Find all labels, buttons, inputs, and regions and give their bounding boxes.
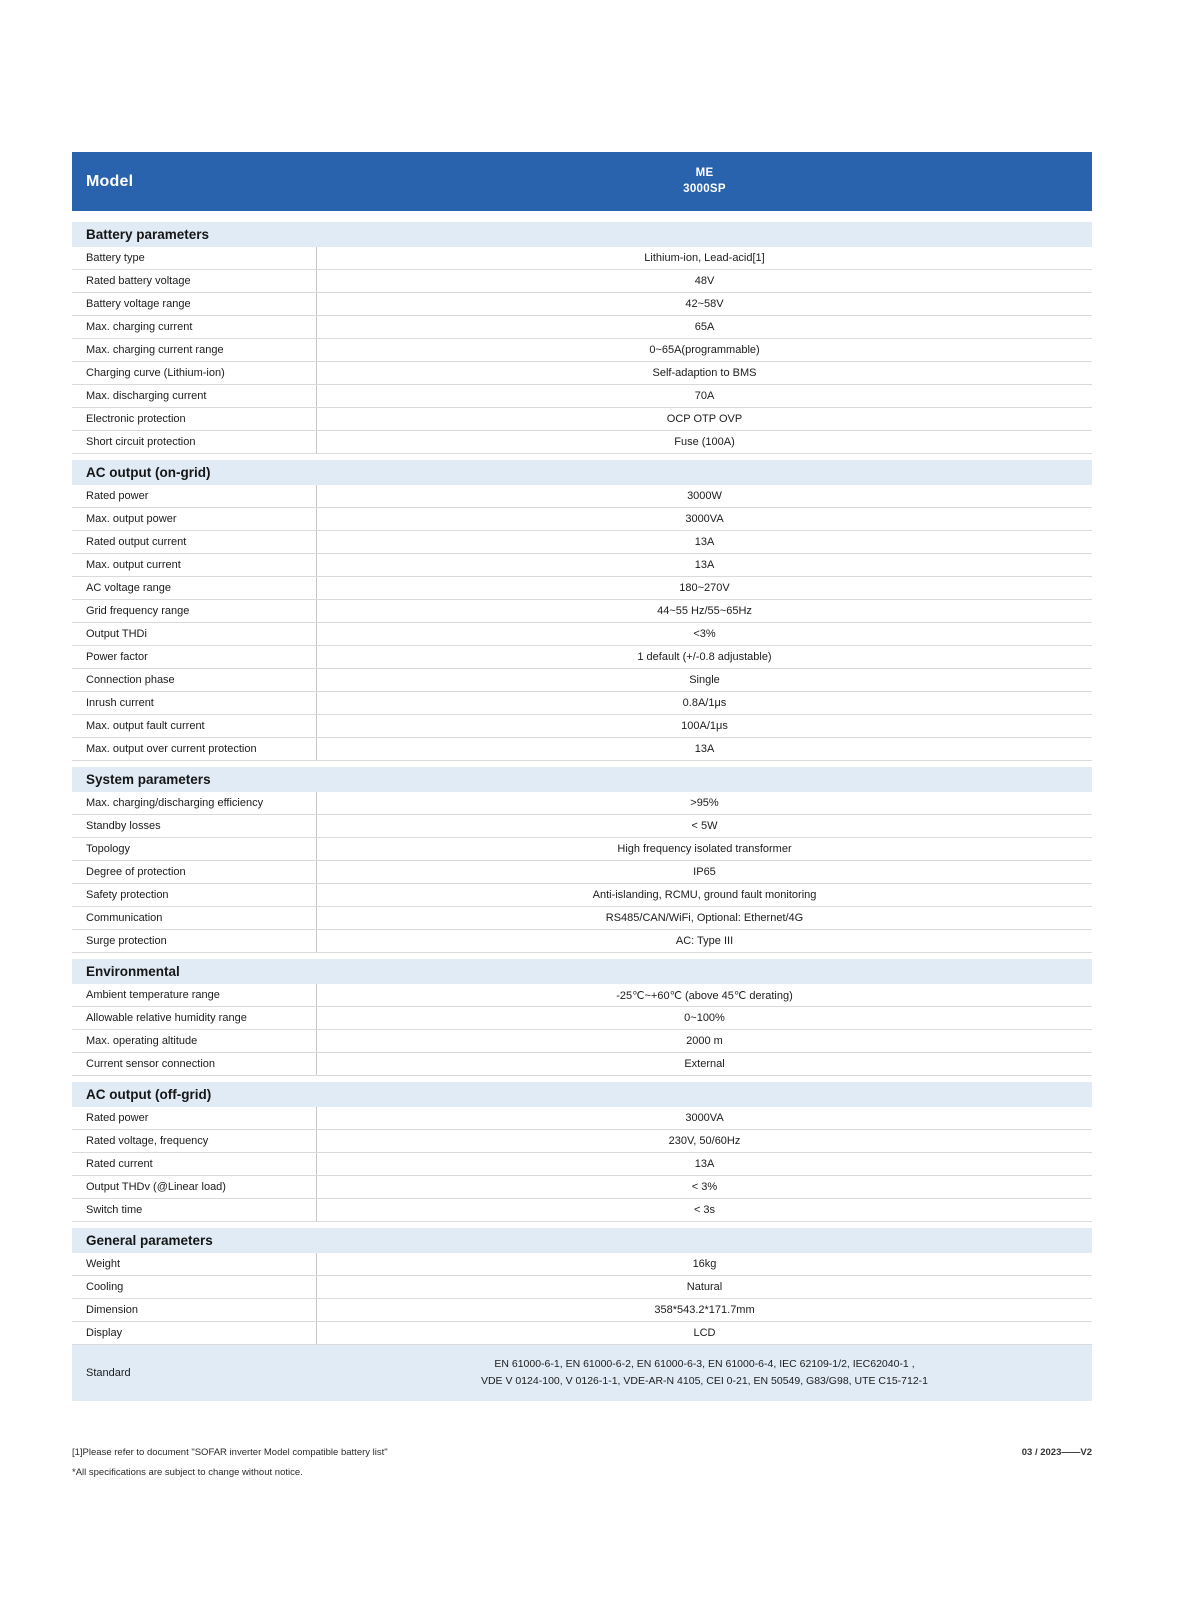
row-value: < 5W [691,820,718,832]
table-row [72,316,1092,339]
row-label: Display [72,1322,317,1344]
table-row [72,1007,1092,1030]
table-row [72,861,1092,884]
row-label: Standby losses [72,815,317,837]
section-header: AC output (on-grid) [72,460,1092,485]
row-value: 3000W [687,490,722,502]
row-label: Safety protection [72,884,317,906]
table-row [72,1030,1092,1053]
row-label: Max. output current [72,554,317,576]
row-value: 0~100% [684,1012,725,1024]
row-value: >95% [690,797,719,809]
row-label: Rated current [72,1153,317,1175]
row-value: 180~270V [679,582,730,594]
table-row [72,247,1092,270]
spec-sections [72,222,1092,1345]
row-value: 70A [694,390,715,402]
table-row [72,1130,1092,1153]
table-row [72,792,1092,815]
row-value: IP65 [693,866,716,878]
row-label: Topology [72,838,317,860]
table-row [72,577,1092,600]
table-row [72,1107,1092,1130]
table-row [72,600,1092,623]
row-value: 0~65A(programmable) [649,344,760,356]
row-label: Rated output current [72,531,317,553]
row-value: 100A/1μs [681,720,728,732]
table-row [72,692,1092,715]
row-value: 230V, 50/60Hz [668,1135,741,1147]
table-row [72,270,1092,293]
row-value: 13A [694,1158,715,1170]
table-row [72,984,1092,1007]
table-row [72,669,1092,692]
row-value: 1 default (+/-0.8 adjustable) [637,651,772,663]
table-row [72,646,1092,669]
row-value: 358*543.2*171.7mm [654,1304,755,1316]
row-label: Max. output power [72,508,317,530]
standard-value [317,1345,1092,1401]
row-label: Dimension [72,1299,317,1321]
table-row [72,815,1092,838]
table-row [72,431,1092,454]
row-label: Max. discharging current [72,385,317,407]
table-row [72,623,1092,646]
row-label: Max. output over current protection [72,738,317,760]
table-row [72,293,1092,316]
row-value: 13A [694,559,715,571]
table-row [72,385,1092,408]
row-label: Communication [72,907,317,929]
row-label: Cooling [72,1276,317,1298]
section-header: Battery parameters [72,222,1092,247]
standard-row [72,1345,1092,1401]
row-value: 65A [694,321,715,333]
row-label: Power factor [72,646,317,668]
row-value: -25℃~+60℃ (above 45℃ derating) [616,989,793,1002]
row-label: Electronic protection [72,408,317,430]
row-label: Switch time [72,1199,317,1221]
row-label: Charging curve (Lithium-ion) [72,362,317,384]
version-stamp: 03 / 2023——V2 [1021,1447,1092,1458]
row-label: Max. output fault current [72,715,317,737]
table-row [72,1253,1092,1276]
row-value: 0.8A/1μs [682,697,727,709]
row-value: Fuse (100A) [674,436,735,448]
row-value: 3000VA [685,513,724,525]
row-value: LCD [693,1327,716,1339]
table-row [72,1199,1092,1222]
row-label: Battery type [72,247,317,269]
row-label: Rated power [72,485,317,507]
row-value: OCP OTP OVP [666,413,743,425]
table-row [72,1176,1092,1199]
row-label: Rated power [72,1107,317,1129]
row-label: Current sensor connection [72,1053,317,1075]
row-value: < 3s [693,1204,716,1216]
row-value: Natural [686,1281,723,1293]
row-label: Degree of protection [72,861,317,883]
row-label: Weight [72,1253,317,1275]
table-row [72,838,1092,861]
table-row [72,738,1092,761]
section-header: General parameters [72,1228,1092,1253]
row-value: Self-adaption to BMS [652,367,757,379]
standard-value-line2: VDE V 0124-100, V 0126-1-1, VDE-AR-N 4105, CEI 0-21, EN 50549, G83/G98, UTE C15-712-1 [480,1375,929,1387]
row-value: 42~58V [685,298,724,310]
table-row [72,408,1092,431]
table-row [72,339,1092,362]
row-value: Lithium-ion, Lead-acid[1] [644,252,765,264]
row-value: RS485/CAN/WiFi, Optional: Ethernet/4G [605,912,804,924]
row-label: Output THDi [72,623,317,645]
row-label: AC voltage range [72,577,317,599]
table-row [72,1153,1092,1176]
row-value: Anti-islanding, RCMU, ground fault monitoring [592,889,817,901]
row-value: 44~55 Hz/55~65Hz [657,605,752,617]
row-value: 48V [694,275,715,287]
row-value: 2000 m [686,1035,723,1047]
table-row [72,907,1092,930]
footnote-battery-list: [1]Please refer to document "SOFAR inverter Model compatible battery list" [72,1447,388,1458]
row-value: < 3% [691,1181,718,1193]
row-value: 3000VA [685,1112,724,1124]
row-label: Max. charging current [72,316,317,338]
table-row [72,884,1092,907]
row-label: Battery voltage range [72,293,317,315]
table-row [72,485,1092,508]
model-name-line2: 3000SP [683,182,726,195]
footnote-disclaimer: *All specifications are subject to change without notice. [72,1467,303,1478]
table-row [72,1276,1092,1299]
row-value: 16kg [692,1258,717,1270]
table-row [72,1053,1092,1076]
row-label: Ambient temperature range [72,984,317,1006]
spec-table [72,152,1092,1401]
table-row [72,715,1092,738]
model-name-line1: ME [695,166,714,179]
section-header: AC output (off-grid) [72,1082,1092,1107]
row-value: External [684,1058,725,1070]
section-header: Environmental [72,959,1092,984]
table-row [72,531,1092,554]
row-label: Allowable relative humidity range [72,1007,317,1029]
table-row [72,554,1092,577]
row-label: Max. charging/discharging efficiency [72,792,317,814]
model-header-bar [72,152,1092,211]
row-label: Max. charging current range [72,339,317,361]
row-label: Surge protection [72,930,317,952]
section-header: System parameters [72,767,1092,792]
row-value: 13A [694,743,715,755]
table-row [72,508,1092,531]
row-label: Inrush current [72,692,317,714]
row-value: High frequency isolated transformer [617,843,792,855]
standard-value-line1: EN 61000-6-1, EN 61000-6-2, EN 61000-6-3, EN 61000-6-4, IEC 62109-1/2, IEC62040-1 , [494,1358,915,1371]
row-label: Rated battery voltage [72,270,317,292]
footnotes [72,1447,1092,1478]
table-row [72,1299,1092,1322]
model-header-label: Model [86,172,134,190]
table-row [72,362,1092,385]
row-value: AC: Type III [675,935,734,947]
row-value: <3% [693,628,716,640]
table-row [72,1322,1092,1345]
row-label: Output THDv (@Linear load) [72,1176,317,1198]
standard-label: Standard [86,1367,131,1379]
row-label: Grid frequency range [72,600,317,622]
row-label: Rated voltage, frequency [72,1130,317,1152]
row-value: Single [689,674,720,686]
row-value: 13A [694,536,715,548]
model-name [317,166,1092,197]
table-row [72,930,1092,953]
row-label: Connection phase [72,669,317,691]
row-label: Short circuit protection [72,431,317,453]
row-label: Max. operating altitude [72,1030,317,1052]
